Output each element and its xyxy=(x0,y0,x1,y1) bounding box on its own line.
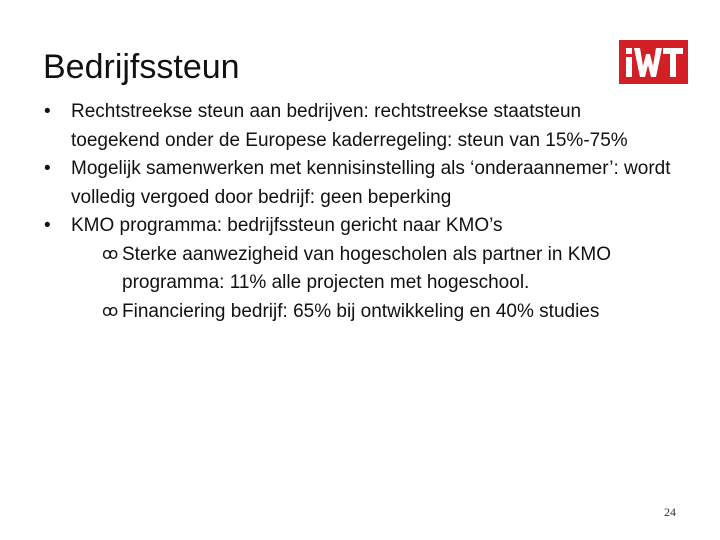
list-item xyxy=(44,212,674,241)
bullet-marker: • xyxy=(44,215,51,236)
bullet-text: Mogelijk samenwerken met kennisinstelling als ‘onderaannemer’: wordt volledig vergoed door bedrijf: geen beperking xyxy=(71,158,671,208)
bullet-text: KMO programma: bedrijfssteun gericht naar KMO’s xyxy=(71,215,503,236)
sub-bullet-text: Financiering bedrijf: 65% bij ontwikkeling en 40% studies xyxy=(122,300,600,322)
swirl-bullet-icon: ꝏ xyxy=(102,302,119,320)
list-item xyxy=(44,98,674,155)
slide-body xyxy=(44,98,674,326)
slide-title: Bedrijfssteun xyxy=(43,48,240,86)
bullet-text: Rechtstreekse steun aan bedrijven: rechtstreekse staatsteun toegekend onder de Europese kaderregeling: steun van 15%-75% xyxy=(71,101,628,151)
iwt-logo-icon xyxy=(623,44,685,80)
list-item xyxy=(44,155,674,212)
iwt-logo xyxy=(619,40,688,84)
sub-bullet-text: Sterke aanwezigheid van hogescholen als partner in KMO programma: 11% alle projecten met hogeschool. xyxy=(122,243,612,293)
bullet-marker: • xyxy=(44,158,51,179)
bullet-list xyxy=(44,98,674,326)
swirl-bullet-icon: ꝏ xyxy=(102,245,119,263)
sub-list-item xyxy=(44,241,674,298)
page-number: 24 xyxy=(664,505,676,519)
sub-list-item xyxy=(44,298,674,327)
bullet-marker: • xyxy=(44,101,51,122)
